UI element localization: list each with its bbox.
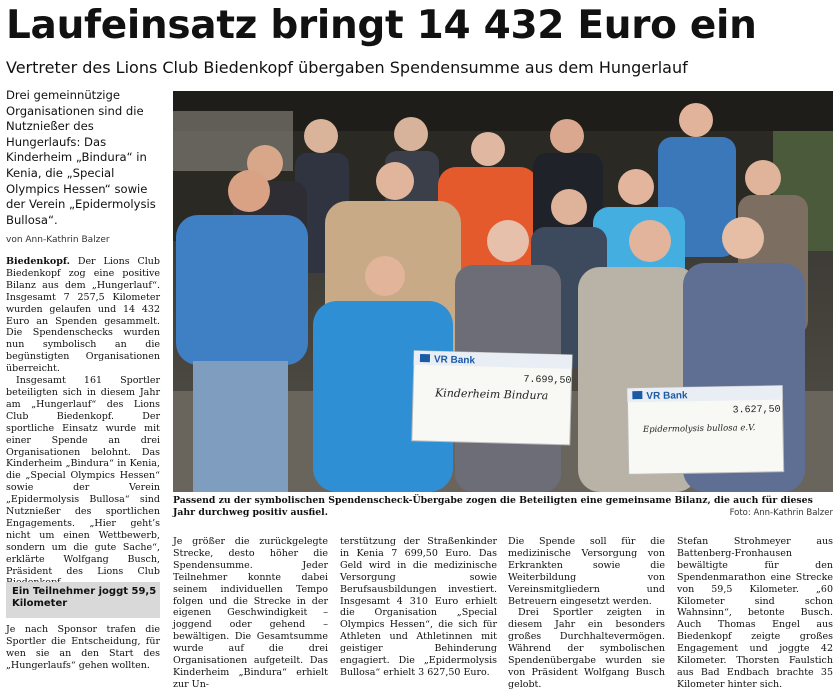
- subheadline: Vertreter des Lions Club Biedenkopf übergaben Spendensumme aus dem Hungerlauf: [6, 58, 688, 77]
- paragraph: Stefan Strohmeyer aus Battenberg-Fronhausen bewältigte für den Spendenmarathon eine Strecke von 59,5 Kilometer. „60 Kilometer sind schon Wahnsinn“, betonte Busch. Auch Thomas Engel aus Biedenkopf zeigte großes Engagement und joggte 42 Kilometer. Thorsten Faulstich aus Bad Endbach brachte 35 Kilometer hinter sich.: [677, 536, 833, 690]
- teaser: Drei gemeinnützige Organisationen sind die Nutznießer des Hungerlaufs: Das Kinderheim „Bindura“ in Kenia, die „Special Olympics Hessen“ sowie der Verein „Epidermolysis Bullosa“.: [6, 88, 156, 227]
- check-payee: Kinderheim Bindura: [434, 386, 549, 403]
- check-amount: 3.627,50: [732, 404, 781, 417]
- donation-check-epidermolysis: [627, 386, 783, 475]
- byline: von Ann-Kathrin Balzer: [6, 235, 110, 245]
- photo-illustration: [173, 91, 833, 492]
- check-bank-name: VR Bank: [646, 390, 688, 402]
- article-column-1-bottom: [6, 624, 160, 672]
- article-column-4: [508, 536, 665, 691]
- article-column-1: [6, 256, 160, 589]
- paragraph: Insgesamt 161 Sportler beteiligten sich in diesem Jahr am „Hungerlauf“ des Lions Club Biedenkopf. Der sportliche Einsatz wurde mit einer Spende an drei Organisationen belohnt. Das Kinderheim „Bindura“ in Kenia, die „Special Olympics Hessen“ sowie der Verein „Epidermolysis Bullosa“ sind Nutznießer des sportlichen Engagements. „Hier geht’s nicht um einen Wettbewerb, sondern um die gute Sache“, erklärte Wolfgang Busch, Präsident des Lions Club: [6, 375, 160, 577]
- paragraph: terstützung der Straßenkinder in Kenia 7 699,50 Euro. Das Geld wird in die medizinische Versorgung sowie Berufsausbildungen investiert. Insgesamt 4 310 Euro erhielt die Organisation „Special Olympics Hessen“, die sich für Athleten und Athletinnen mit geistiger Behinderung engagiert. Die „Epidermolysis Bullosa“ erhielt 3 627,50 Euro.: [340, 536, 497, 678]
- article-column-3: [340, 536, 497, 679]
- article-column-5: [677, 536, 833, 691]
- paragraph: Drei Sportler zeigten in diesem Jahr ein besonders großes Durchhaltevermögen. Während der symbolischen Spendenübergabe wurden sie von Präsident Wolfgang Busch gelobt.: [508, 607, 665, 690]
- paragraph: [6, 256, 160, 375]
- article-photo: [173, 91, 833, 492]
- check-bank-name: VR Bank: [433, 354, 476, 367]
- paragraph: Je nach Sponsor trafen die Sportler die Entscheidung, für wen sie an den Start des „Hungerlaufs“ gehen wollten.: [6, 624, 160, 671]
- paragraph-text: Der Lions Club Biedenkopf zog eine positive Bilanz aus dem „Hungerlauf“. Insgesamt 7 257,5 Kilometer wurden gelaufen und 14 432 Euro an Spenden gesammelt. Die Spendenschecks wurden nun symbolisch an die begünstigten Organisationen überreicht.: [6, 256, 160, 375]
- photo-caption: Passend zu der symbolischen Spendenscheck-Übergabe zogen die Beteiligten eine gemeinsame Bilanz, die auch für dieses Jahr durchweg positiv ausfiel.: [173, 495, 813, 518]
- donation-check-bindura: [412, 351, 572, 445]
- dateline: Biedenkopf.: [6, 256, 70, 267]
- headline: Laufeinsatz bringt 14 432 Euro ein: [6, 3, 757, 48]
- paragraph: Je größer die zurückgelegte Strecke, desto höher die Spendensumme. Jeder Teilnehmer konnte dabei seinem individuellen Tempo folgen und die Strecke in der eigenen Geschwindigkeit – joggend oder gehend – bewältigen. Die Gesamtsumme wurde auf die drei Organisationen aufgeteilt. Das Kinderheim „Bindura“ erhielt zur Un-: [173, 536, 328, 690]
- paragraph: Die Spende soll für die medizinische Versorgung von Erkrankten sowie die Weiterbildung von Vereinsmitgliedern und Betreuern eingesetzt werden.: [508, 536, 665, 607]
- check-amount: 7.699,50: [523, 374, 572, 387]
- photo-credit: Foto: Ann-Kathrin Balzer: [729, 508, 833, 518]
- subheading-box: Ein Teilnehmer joggt 59,5 Kilometer: [6, 582, 160, 618]
- article-column-2: [173, 536, 328, 691]
- check-payee: Epidermolysis bullosa e.V.: [642, 423, 756, 436]
